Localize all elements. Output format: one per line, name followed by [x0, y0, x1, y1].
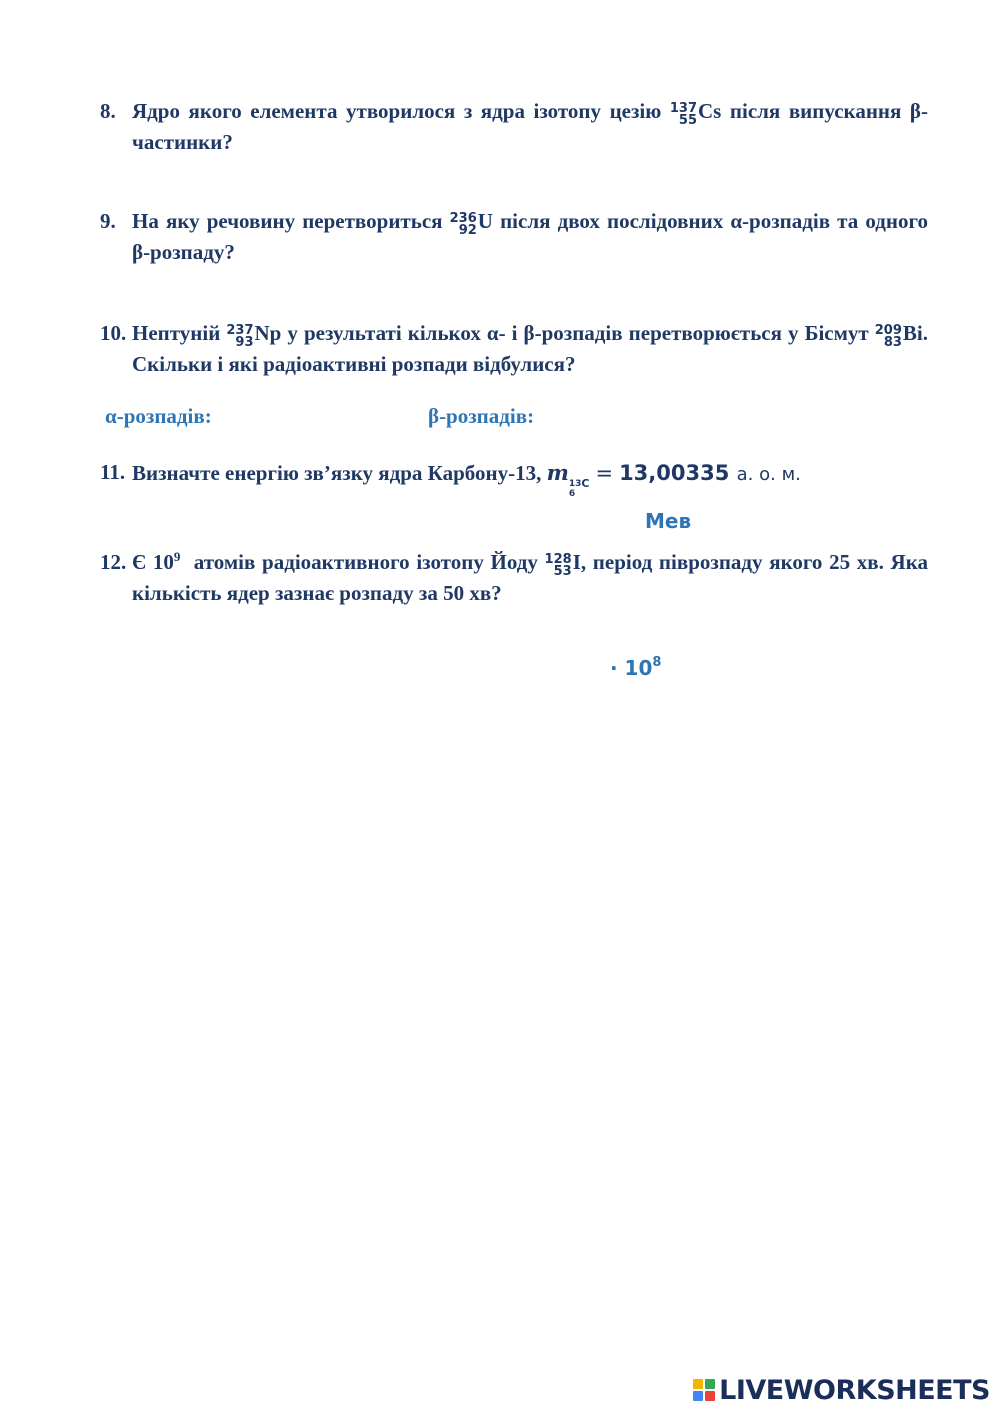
beta-decays-label: β-розпадів:	[428, 404, 535, 428]
isotope-notation: 137 55 Cs	[669, 99, 722, 128]
question-number: 9.	[100, 209, 116, 233]
question-number: 8.	[100, 99, 116, 123]
question-text: Нептуній 237 93 Np у результаті кількох α- і β-розпадів перетворюється у Бісмут 209 83 Bi. Скільки і які радіоактивні розпади відбулися?	[132, 318, 928, 380]
question-text: Визначте енергію зв’язку ядра Карбону-13, m 13 C 6 = 13,00335 а. о. м.	[132, 460, 801, 499]
isotope-notation: 209 83 Bi	[874, 321, 923, 350]
question-text: На яку речовину перетвориться 236 92 U після двох послідовних α-розпадів та одного β-розпаду?	[132, 206, 928, 268]
logo-text: LIVEWORKSHEETS	[719, 1374, 990, 1406]
mass-formula: m 13 C 6 = 13,00335 а. о. м.	[546, 460, 801, 499]
liveworksheets-logo	[693, 1373, 990, 1407]
question-12	[100, 547, 928, 609]
question-text: Ядро якого елемента утворилося з ядра ізотопу цезію 137 55 Cs після випускання β- частинки?	[132, 96, 928, 158]
isotope-notation: 128 53 I	[544, 550, 581, 579]
logo-mark-icon	[693, 1379, 715, 1401]
alpha-decays-label: α-розпадів:	[105, 404, 212, 428]
question-10	[100, 318, 928, 380]
count-power-label: · $10^8$	[610, 655, 662, 680]
question-11	[100, 457, 928, 499]
question-number: 10.	[100, 321, 127, 345]
energy-unit-label: Мев	[645, 509, 692, 533]
question-number: 11.	[100, 460, 126, 484]
question-8	[100, 96, 928, 158]
question-9	[100, 206, 928, 268]
question-text: Є $10^9$ атомів радіоактивного ізотопу Йоду 128 53 I, період піврозпаду якого 25 хв. Яка кількість ядер зазнає розпаду за 50 хв?	[132, 549, 928, 605]
question-number: 12.	[100, 550, 127, 574]
isotope-notation: 237 93 Np	[226, 321, 282, 350]
isotope-notation: 236 92 U	[449, 209, 493, 238]
